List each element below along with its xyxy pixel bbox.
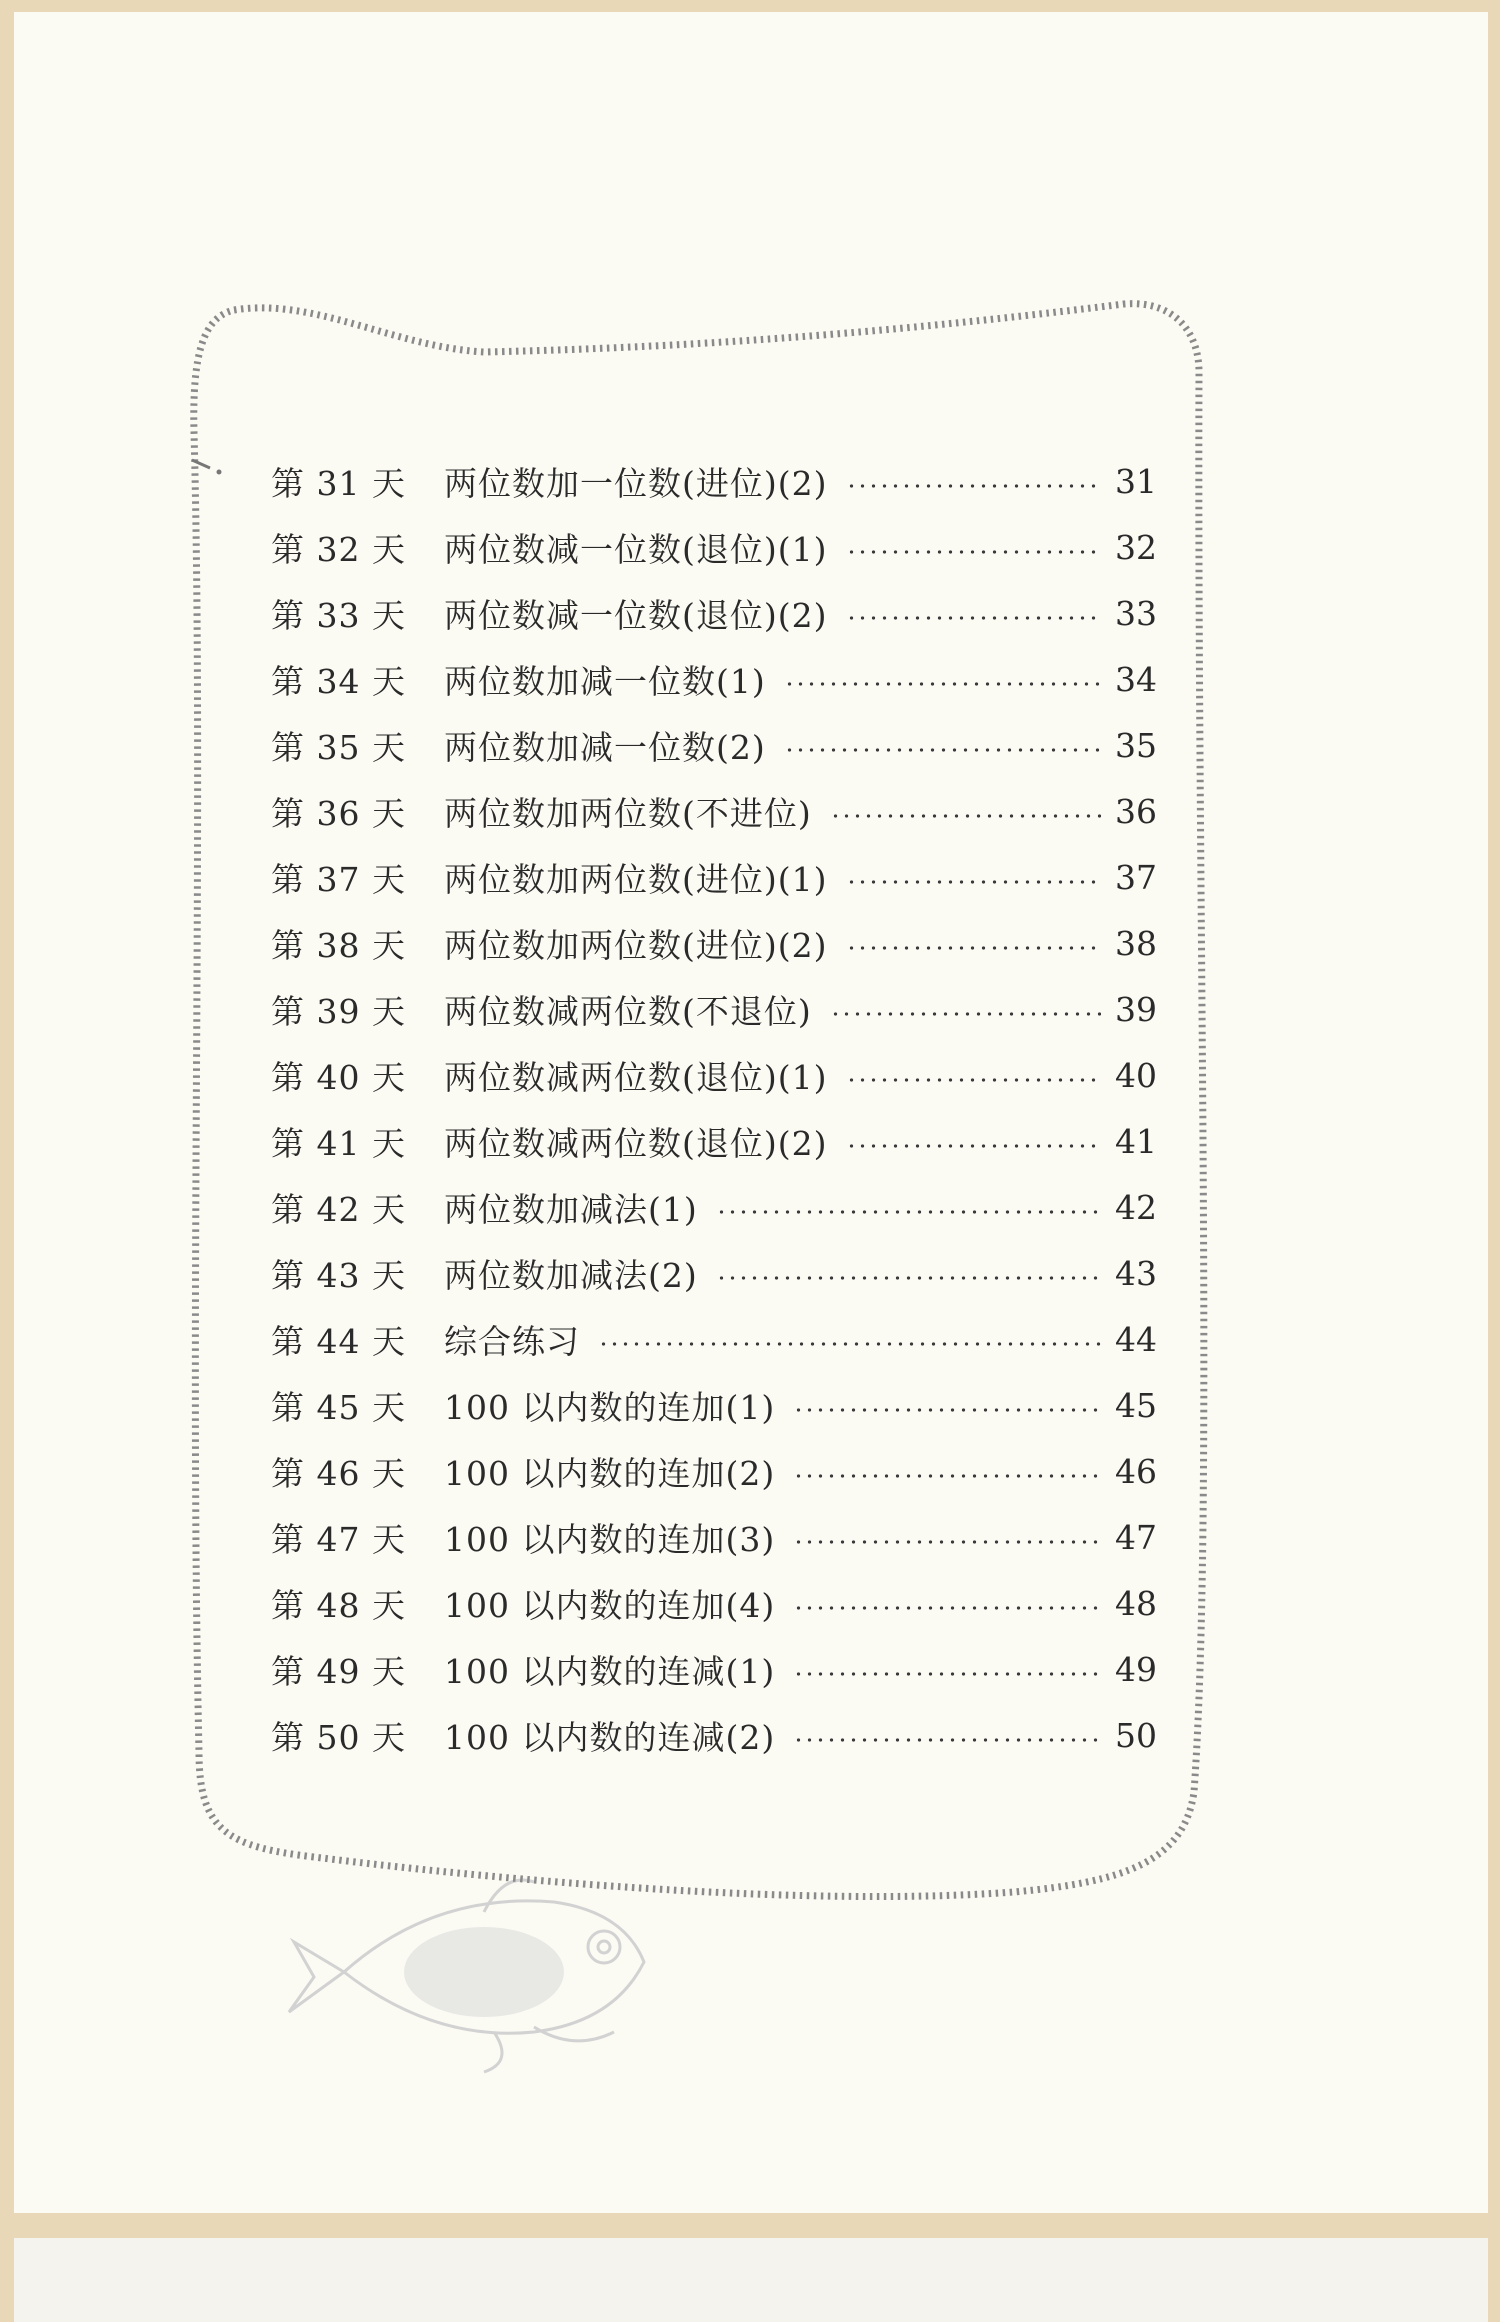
toc-day: 第 39 天 — [271, 991, 406, 1031]
toc-page-number: 46 — [1115, 1451, 1157, 1491]
dot-leader — [846, 550, 1102, 554]
toc-day: 第 44 天 — [271, 1321, 406, 1361]
dot-leader — [793, 1540, 1101, 1544]
toc-day: 第 36 天 — [271, 793, 406, 833]
toc-entry[interactable] — [271, 1511, 1157, 1563]
dot-leader — [716, 1276, 1101, 1280]
dot-leader — [784, 682, 1101, 686]
toc-entry[interactable] — [271, 1379, 1157, 1431]
toc-entry[interactable] — [271, 983, 1157, 1035]
toc-page-number: 36 — [1115, 791, 1157, 831]
toc-entry[interactable] — [271, 1247, 1157, 1299]
book-page — [14, 12, 1488, 2213]
toc-page-number: 48 — [1115, 1583, 1157, 1623]
toc-entry[interactable] — [271, 1181, 1157, 1233]
toc-day: 第 31 天 — [271, 463, 406, 503]
toc-day: 第 47 天 — [271, 1519, 406, 1559]
toc-page-number: 43 — [1115, 1253, 1157, 1293]
toc-page-number: 34 — [1115, 659, 1157, 699]
dot-leader — [830, 1012, 1101, 1016]
toc-title: 100 以内数的连加(2) — [444, 1453, 776, 1493]
toc-entry[interactable] — [271, 1049, 1157, 1101]
toc-title: 两位数加一位数(进位)(2) — [444, 463, 828, 503]
dot-leader — [793, 1672, 1101, 1676]
toc-day: 第 49 天 — [271, 1651, 406, 1691]
dot-leader — [784, 748, 1101, 752]
toc-title: 两位数加减一位数(1) — [444, 661, 766, 701]
toc-title: 两位数减两位数(不退位) — [444, 991, 812, 1031]
dot-leader — [598, 1342, 1101, 1346]
toc-page-number: 35 — [1115, 725, 1157, 765]
next-page-edge — [14, 2238, 1488, 2322]
toc-entry[interactable] — [271, 719, 1157, 771]
toc-page-number: 49 — [1115, 1649, 1157, 1689]
toc-page-number: 33 — [1115, 593, 1157, 633]
toc-day: 第 34 天 — [271, 661, 406, 701]
toc-page-number: 45 — [1115, 1385, 1157, 1425]
dot-leader — [846, 880, 1102, 884]
dot-leader — [793, 1606, 1101, 1610]
toc-title: 两位数加减法(1) — [444, 1189, 698, 1229]
toc-title: 综合练习 — [444, 1321, 580, 1361]
toc-day: 第 33 天 — [271, 595, 406, 635]
dot-leader — [830, 814, 1101, 818]
toc-entry[interactable] — [271, 785, 1157, 837]
toc-entry[interactable] — [271, 521, 1157, 573]
toc-page-number: 50 — [1115, 1715, 1157, 1755]
toc-day: 第 41 天 — [271, 1123, 406, 1163]
toc-day: 第 40 天 — [271, 1057, 406, 1097]
toc-page-number: 42 — [1115, 1187, 1157, 1227]
toc-title: 两位数减两位数(退位)(1) — [444, 1057, 828, 1097]
dot-leader — [793, 1474, 1101, 1478]
toc-day: 第 42 天 — [271, 1189, 406, 1229]
toc-page-number: 38 — [1115, 923, 1157, 963]
toc-page-number: 39 — [1115, 989, 1157, 1029]
toc-title: 100 以内数的连加(3) — [444, 1519, 776, 1559]
dot-leader — [793, 1408, 1101, 1412]
toc-entry[interactable] — [271, 917, 1157, 969]
toc-title: 两位数减一位数(退位)(1) — [444, 529, 828, 569]
toc-title: 两位数减一位数(退位)(2) — [444, 595, 828, 635]
dot-leader — [846, 1144, 1102, 1148]
toc-title: 100 以内数的连加(4) — [444, 1585, 776, 1625]
toc-page-number: 47 — [1115, 1517, 1157, 1557]
toc-entry[interactable] — [271, 587, 1157, 639]
toc-entry[interactable] — [271, 1709, 1157, 1761]
toc-entry[interactable] — [271, 1643, 1157, 1695]
toc-title: 两位数加减法(2) — [444, 1255, 698, 1295]
toc-day: 第 46 天 — [271, 1453, 406, 1493]
dot-leader — [846, 1078, 1102, 1082]
dot-leader — [716, 1210, 1101, 1214]
toc-day: 第 37 天 — [271, 859, 406, 899]
toc-day: 第 35 天 — [271, 727, 406, 767]
toc-title: 两位数加两位数(进位)(1) — [444, 859, 828, 899]
toc-day: 第 45 天 — [271, 1387, 406, 1427]
dotted-frame — [14, 12, 1488, 2213]
dot-leader — [793, 1738, 1101, 1742]
dot-leader — [846, 484, 1102, 488]
toc-day: 第 43 天 — [271, 1255, 406, 1295]
toc-day: 第 38 天 — [271, 925, 406, 965]
toc-day: 第 48 天 — [271, 1585, 406, 1625]
toc-title: 两位数减两位数(退位)(2) — [444, 1123, 828, 1163]
toc-page-number: 41 — [1115, 1121, 1157, 1161]
toc-entry[interactable] — [271, 1313, 1157, 1365]
toc-entry[interactable] — [271, 851, 1157, 903]
toc-entry[interactable] — [271, 1577, 1157, 1629]
toc-title: 两位数加两位数(进位)(2) — [444, 925, 828, 965]
toc-title: 两位数加减一位数(2) — [444, 727, 766, 767]
toc-entry[interactable] — [271, 455, 1157, 507]
dot-leader — [846, 946, 1102, 950]
toc-page-number: 37 — [1115, 857, 1157, 897]
dot-leader — [846, 616, 1102, 620]
toc-page-number: 44 — [1115, 1319, 1157, 1359]
toc-page-number: 31 — [1115, 461, 1157, 501]
toc-title: 100 以内数的连减(1) — [444, 1651, 776, 1691]
toc-title: 两位数加两位数(不进位) — [444, 793, 812, 833]
toc-page-number: 40 — [1115, 1055, 1157, 1095]
toc-entry[interactable] — [271, 1115, 1157, 1167]
toc-entry[interactable] — [271, 1445, 1157, 1497]
toc-entry[interactable] — [271, 653, 1157, 705]
toc-title: 100 以内数的连加(1) — [444, 1387, 776, 1427]
toc-page-number: 32 — [1115, 527, 1157, 567]
toc-day: 第 50 天 — [271, 1717, 406, 1757]
toc-day: 第 32 天 — [271, 529, 406, 569]
toc-title: 100 以内数的连减(2) — [444, 1717, 776, 1757]
